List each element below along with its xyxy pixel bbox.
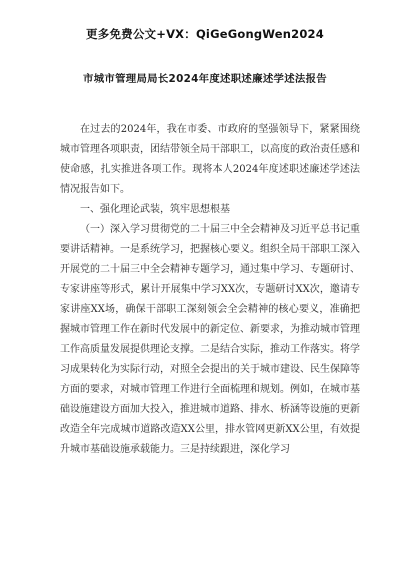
- intro-paragraph: 在过去的2024年，我在市委、市政府的坚强领导下，紧紧围绕城市管理各项职责，团结带领全局干部职工，以高度的政治责任感和使命感，扎实推进各项工作。现将本人2024年度述职述廉述学述法情况报告如下。: [60, 124, 360, 195]
- body-paragraph: （一）深入学习贯彻党的二十届三中全会精神及习近平总书记重要讲话精神。一是系统学习，把握核心要义。组织全局干部职工深入开展党的二十届三中全会精神专题学习，通过集中学习、专题研讨、专家讲座等形式，累计开展集中学习XX次，专题研讨XX次，邀请专家讲座XX场，确保干部职工深刻领会全会精神的核心要义，准确把握城市管理工作在新时代发展中的新定位、新要求，为推动城市管理工作高质量发展提供理论支撑。二是结合实际，推动工作落实。将学习成果转化为实际行动，对照全会提出的关于城市建设、民生保障等方面的要求，对城市管理工作进行全面梳理和规划。例如，在城市基础设施建设方面加大投入，推进城市道路、排水、桥涵等设施的更新改造全年完成城市道路改造XX公里，排水管网更新XX公里，有效提升城市基础设施承载能力。三是持续跟进，深化学习: [60, 224, 360, 455]
- section-heading: 一、强化理论武装，筑牢思想根基: [80, 204, 230, 215]
- document-title: 市城市管理局局长2024年度述职述廉述学述法报告: [83, 73, 327, 85]
- watermark-header: 更多免费公文+VX：QiGeGongWen2024: [86, 27, 324, 41]
- document-body: [60, 120, 360, 460]
